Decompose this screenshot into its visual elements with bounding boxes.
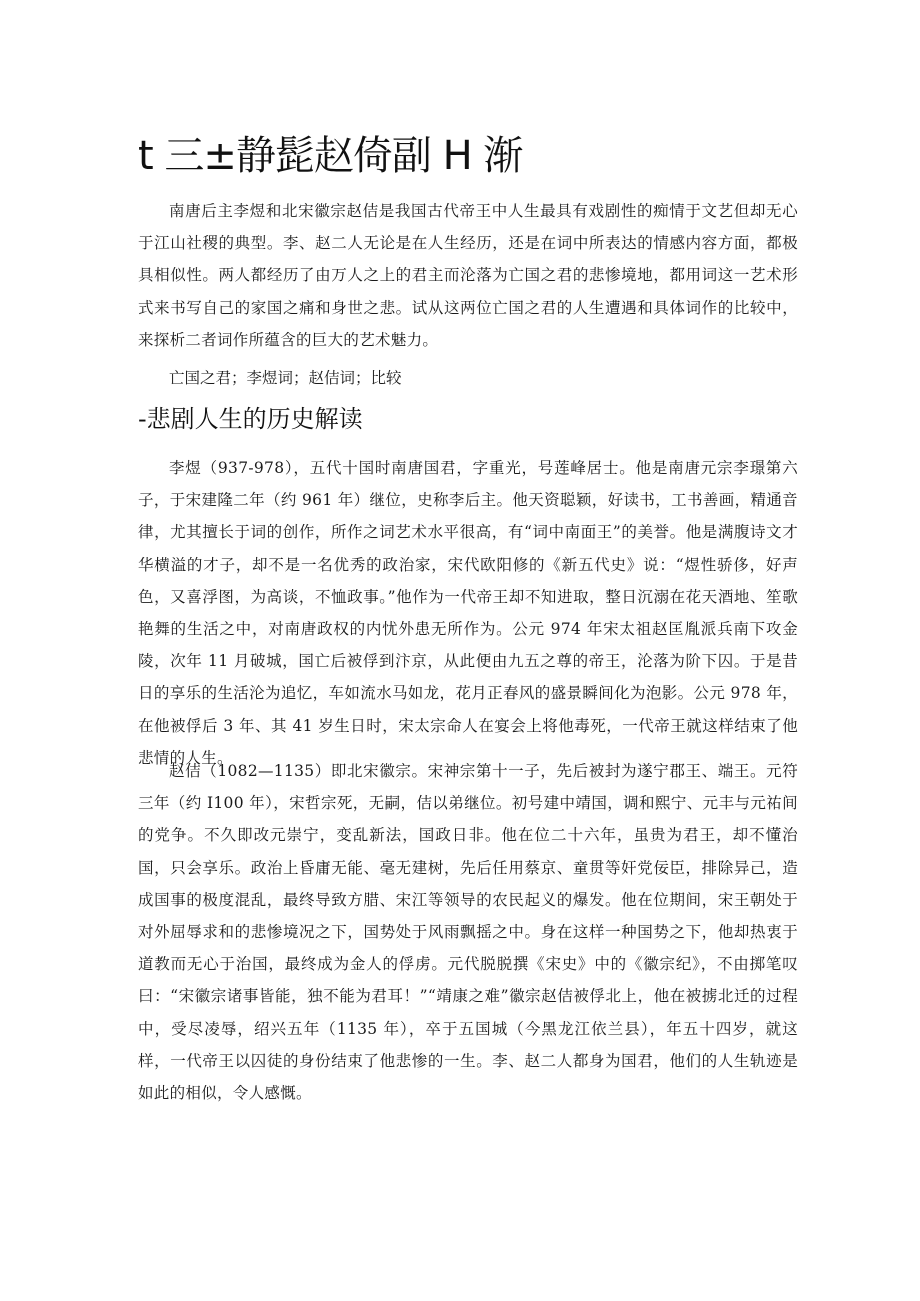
paragraph-zhao-ji: 赵佶（1082—1135）即北宋徽宗。宋神宗第十一子，先后被封为遂宁郡王、端王。元符三年（约 I100 年），宋哲宗死，无嗣，佶以弟继位。初号建中靖国，调和熙宁、元丰与元祐间的党争。不久即改元崇宁，变乱新法，国政日非。他在位二十六年，虽贵为君王，却不懂治国，只会享乐。政治上昏庸无能、毫无建树，先后任用蔡京、童贯等奸党佞臣，排除异己，造成国事的极度混乱，最终导致方腊、宋江等领导的农民起义的爆发。他在位期间，宋王朝处于对外屈辱求和的悲惨境况之下，国势处于风雨飘摇之中。身在这样一种国势之下，他却热衷于道教而无心于治国，最终成为金人的俘虏。元代脱脱撰《宋史》中的《徽宗纪》，不由掷笔叹曰：“宋徽宗诸事皆能，独不能为君耳！”“靖康之难”徽宗赵佶被俘北上，他在被掳北迁的过程中，受尽凌辱，绍兴五年（1135 年），卒于五国城（今黑龙江依兰县），年五十四岁，就这样，一代帝王以囚徒的身份结束了他悲惨的一生。李、赵二人都身为国君，他们的人生轨迹是如此的相似，令人感慨。 [138, 762, 798, 1103]
document-title: t 三±静髭赵倚副 H 渐 [138, 133, 523, 179]
paragraph-li-yu: 李煜（937-978），五代十国时南唐国君，字重光，号莲峰居士。他是南唐元宗李璟第六子，于宋建隆二年（约 961 年）继位，史称李后主。他天资聪颖，好读书，工书善画，精通音律，尤其擅长于词的创作，所作之词艺术水平很高，有“词中南面王”的美誉。他是满腹诗文才华横溢的才子，却不是一名优秀的政治家，宋代欧阳修的《新五代史》说：“煜性骄侈，好声色，又喜浮图，为高谈，不恤政事。”他作为一代帝王却不知进取，整日沉溺在花天酒地、笙歌艳舞的生活之中，对南唐政权的内忧外患无所作为。公元 974 年宋太祖赵匡胤派兵南下攻金陵，次年 11 月破城，国亡后被俘到汴京，从此便由九五之尊的帝王，沦落为阶下囚。于是昔日的享乐的生活沦为追忆，车如流水马如龙，花月正春风的盛景瞬间化为泡影。公元 978 年，在他被俘后 3 年、其 41 岁生日时，宋太宗命人在宴会上将他毒死，一代帝王就这样结束了他悲情的人生。 [138, 459, 798, 767]
abstract-paragraph: 南唐后主李煜和北宋徽宗赵佶是我国古代帝王中人生最具有戏剧性的痴情于文艺但却无心于江山社稷的典型。李、赵二人无论是在人生经历，还是在词中所表达的情感内容方面，都极具相似性。两人都经历了由万人之上的君主而沦落为亡国之君的悲惨境地，都用词这一艺术形式来书写自己的家国之痛和身世之悲。试从这两位亡国之君的人生遭遇和具体词作的比较中，来探析二者词作所蕴含的巨大的艺术魅力。 [138, 202, 798, 349]
keywords-line: 亡国之君；李煜词；赵佶词；比较 [169, 369, 402, 387]
section-heading: -悲剧人生的历史解读 [138, 405, 363, 433]
